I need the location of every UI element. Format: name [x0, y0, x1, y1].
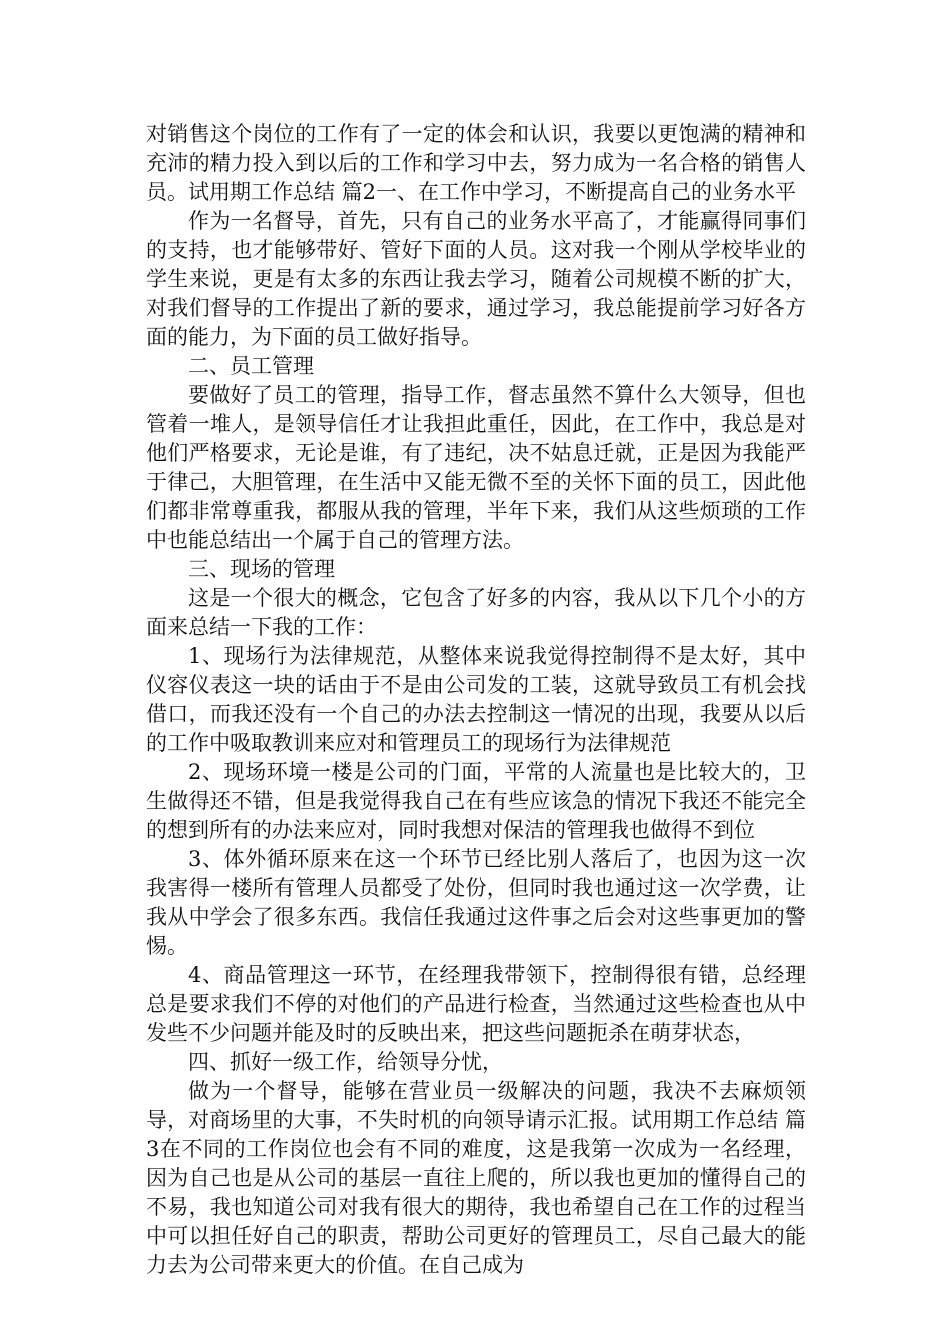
- list-item: 3、体外循环原来在这一个环节已经比别人落后了，也因为这一次我害得一楼所有管理人员都受了处份，但同时我也通过这一次学费，让我从中学会了很多东西。我信任我通过这件事之后会对这些事更加的警惕。: [146, 847, 806, 958]
- paragraph: 要做好了员工的管理，指导工作，督志虽然不算什么大领导，但也管着一堆人，是领导信任才让我担此重任，因此，在工作中，我总是对他们严格要求，无论是谁，有了违纪，决不姑息迁就，正是因为我能严于律己，大胆管理，在生活中又能无微不至的关怀下面的员工，因此他们都非常尊重我，都服从我的管理，半年下来，我们从这些烦琐的工作中也能总结出一个属于自己的管理方法。: [146, 383, 806, 552]
- paragraph: 对销售这个岗位的工作有了一定的体会和认识，我要以更饱满的精神和充沛的精力投入到以后的工作和学习中去，努力成为一名合格的销售人员。试用期工作总结 篇2一、在工作中学习，不断提高自己的业务水平: [146, 122, 806, 204]
- list-item: 1、现场行为法律规范，从整体来说我觉得控制得不是太好，其中仪容仪表这一块的话由于不是由公司发的工装，这就导致员工有机会找借口，而我还没有一个自己的办法去控制这一情况的出现，我要从以后的工作中吸取教训来应对和管理员工的现场行为法律规范: [146, 644, 806, 755]
- paragraph: 这是一个很大的概念，它包含了好多的内容，我从以下几个小的方面来总结一下我的工作：: [146, 586, 806, 639]
- list-item: 2、现场环境一楼是公司的门面，平常的人流量也是比较大的，卫生做得还不错，但是我觉得我自己在有些应该急的情况下我还不能完全的想到所有的办法来应对，同时我想对保洁的管理我也做得不到位: [146, 760, 806, 842]
- section-heading: 二、员工管理: [188, 354, 314, 378]
- list-item: 4、商品管理这一环节，在经理我带领下，控制得很有错，总经理总是要求我们不停的对他们的产品进行检查，当然通过这些检查也从中发些不少问题并能及时的反映出来，把这些问题扼杀在萌芽状态，: [146, 963, 806, 1045]
- section-heading: 三、现场的管理: [188, 557, 335, 581]
- section-heading: 四、抓好一级工作，给领导分忧，: [188, 1050, 503, 1074]
- paragraph: 做为一个督导，能够在营业员一级解决的问题，我决不去麻烦领导，对商场里的大事，不失时机的向领导请示汇报。试用期工作总结 篇3在不同的工作岗位也会有不同的难度，这是我第一次成为一名经理，因为自己也是从公司的基层一直往上爬的，所以我也更加的懂得自己的不易，我也知道公司对我有很大的期待，我也希望自己在工作的过程当中可以担任好自己的职责，帮助公司更好的管理员工，尽自己最大的能力去为公司带来更大的价值。在自己成为: [146, 1079, 806, 1277]
- paragraph: 作为一名督导，首先，只有自己的业务水平高了，才能赢得同事们的支持，也才能够带好、管好下面的人员。这对我一个刚从学校毕业的学生来说，更是有太多的东西让我去学习，随着公司规模不断的扩大，对我们督导的工作提出了新的要求，通过学习，我总能提前学习好各方面的能力，为下面的员工做好指导。: [146, 209, 806, 349]
- document-body: [146, 120, 806, 1280]
